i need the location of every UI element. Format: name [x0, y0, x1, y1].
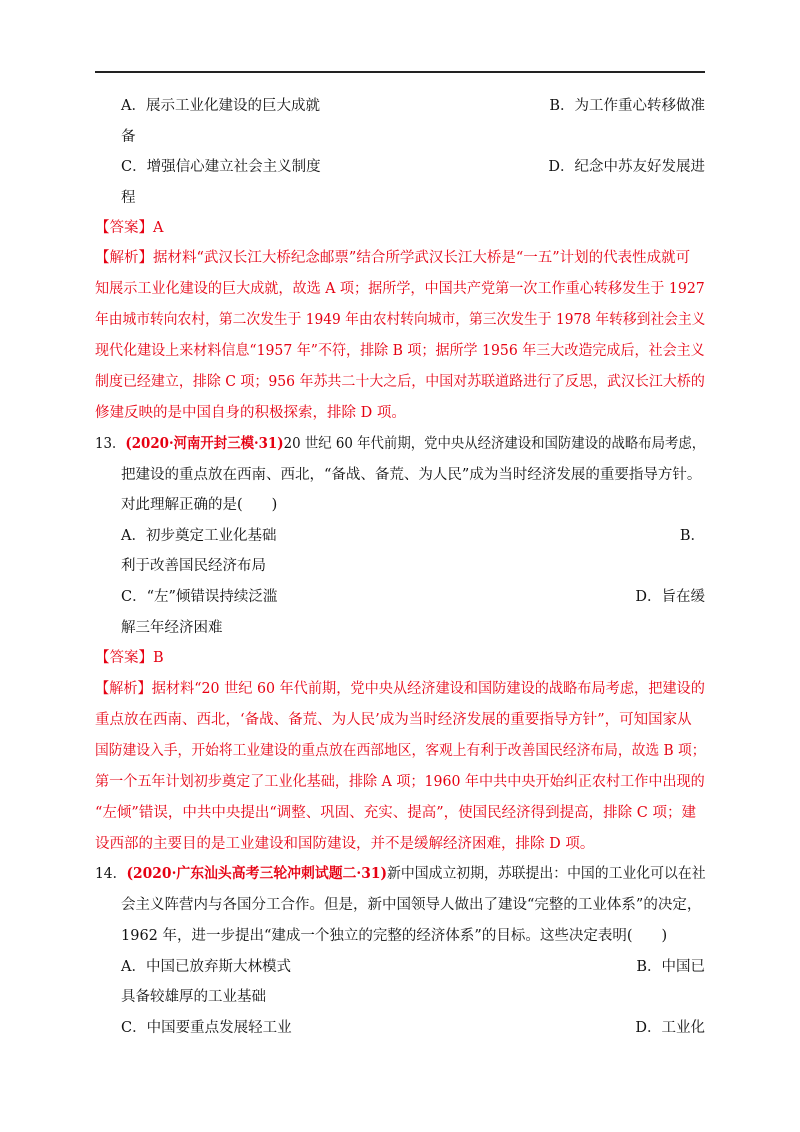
q13-explanation-line: 重点放在西南、西北，‘备战、备荒、为人民’成为当时经济发展的重要指导方针”，可知国家从: [95, 712, 692, 728]
q13-stem-first-line: [95, 434, 705, 454]
q12-explanation-line: 【解析】据材料“武汉长江大桥纪念邮票”结合所学武汉长江大桥是“一五”计划的代表性成就可: [95, 250, 691, 266]
q12-option-a[interactable]: A．展示工业化建设的巨大成就: [121, 98, 320, 114]
q13-option-b[interactable]: B．: [679, 528, 705, 544]
q13-stem-text: 20 世纪 60 年代前期，党中央从经济建设和国防建设的战略布局考虑，: [283, 436, 706, 452]
q13-number: 13．: [95, 436, 126, 452]
q13-source: (2020·河南开封三模·31): [125, 435, 284, 452]
q14-stem-line: 会主义阵营内与各国分工合作。但是，新中国领导人做出了建设“完整的工业体系”的决定，: [121, 897, 702, 913]
q14-option-b[interactable]: B．中国已: [636, 959, 705, 975]
q14-option-b-continuation: 具备较雄厚的工业基础: [121, 989, 266, 1005]
q14-stem-first-line: [95, 864, 706, 884]
q12-option-b[interactable]: B．为工作重心转移做准: [549, 98, 705, 114]
q13-explanation-line: 【解析】据材料“20 世纪 60 年代前期，党中央从经济建设和国防建设的战略布局考虑，把建设的: [95, 681, 705, 697]
q13-explanation-line: 第一个五年计划初步奠定了工业化基础，排除 A 项；1960 年中共中央开始纠正农村工作中出现的: [95, 774, 705, 790]
q14-option-d[interactable]: D．工业化: [635, 1020, 705, 1036]
q13-explanation-line: 设西部的主要目的是工业建设和国防建设，并不是缓解经济困难，排除 D 项。: [95, 836, 595, 852]
q12-option-d-continuation: 程: [121, 190, 136, 206]
q13-stem-line: 对此理解正确的是( ): [121, 497, 278, 513]
q14-number: 14．: [95, 866, 127, 882]
header-rule: [95, 71, 705, 73]
q12-option-c[interactable]: C．增强信心建立社会主义制度: [121, 159, 321, 175]
q14-option-c[interactable]: C．中国要重点发展轻工业: [121, 1020, 292, 1036]
q13-option-d-continuation: 解三年经济困难: [121, 620, 223, 636]
q12-option-b-continuation: 备: [121, 129, 136, 145]
q13-explanation-line: “左倾”错误，中共中央提出“调整、巩固、充实、提高”，使国民经济得到提高，排除 C 项；建: [95, 805, 696, 821]
q14-stem-text: 新中国成立初期，苏联提出：中国的工业化可以在社: [387, 866, 706, 882]
q12-explanation-line: 知展示工业化建设的巨大成就，故选 A 项；据所学，中国共产党第一次工作重心转移发生于 1927: [95, 281, 705, 297]
q13-answer: 【答案】B: [95, 650, 164, 666]
q12-option-d[interactable]: D．纪念中苏友好发展进: [548, 159, 705, 175]
q12-explanation-line: 现代化建设上来材料信息“1957 年”不符，排除 B 项；据所学 1956 年三大改造完成后，社会主义: [95, 343, 705, 359]
q14-stem-line: 1962 年，进一步提出“建成一个独立的完整的经济体系”的目标。这些决定表明( ): [121, 928, 668, 944]
q12-explanation-line: 年由城市转向农村，第二次发生于 1949 年由农村转向城市，第三次发生于 1978 年转移到社会主义: [95, 312, 706, 328]
q13-option-d[interactable]: D．旨在缓: [635, 589, 705, 605]
q13-stem-line: 把建设的重点放在西南、西北，“备战、备荒、为人民”成为当时经济发展的重要指导方针。: [121, 467, 702, 483]
q14-option-a[interactable]: A．中国已放弃斯大林模式: [121, 959, 291, 975]
q14-source: (2020·广东汕头高考三轮冲刺试题二·31): [126, 865, 388, 882]
q12-explanation-line: 制度已经建立，排除 C 项；956 年苏共二十大之后，中国对苏联道路进行了反思，武汉长江大桥的: [95, 374, 705, 390]
q13-explanation-line: 国防建设入手，开始将工业建设的重点放在西部地区，客观上有利于改善国民经济布局，故选 B 项；: [95, 743, 706, 759]
q13-option-b-continuation: 利于改善国民经济布局: [121, 558, 266, 574]
q12-answer: 【答案】A: [95, 220, 164, 236]
q13-option-c[interactable]: C．“左”倾错误持续泛滥: [121, 589, 278, 605]
q13-option-a[interactable]: A．初步奠定工业化基础: [121, 528, 277, 544]
q12-explanation-line: 修建反映的是中国自身的积极探索，排除 D 项。: [95, 405, 406, 421]
